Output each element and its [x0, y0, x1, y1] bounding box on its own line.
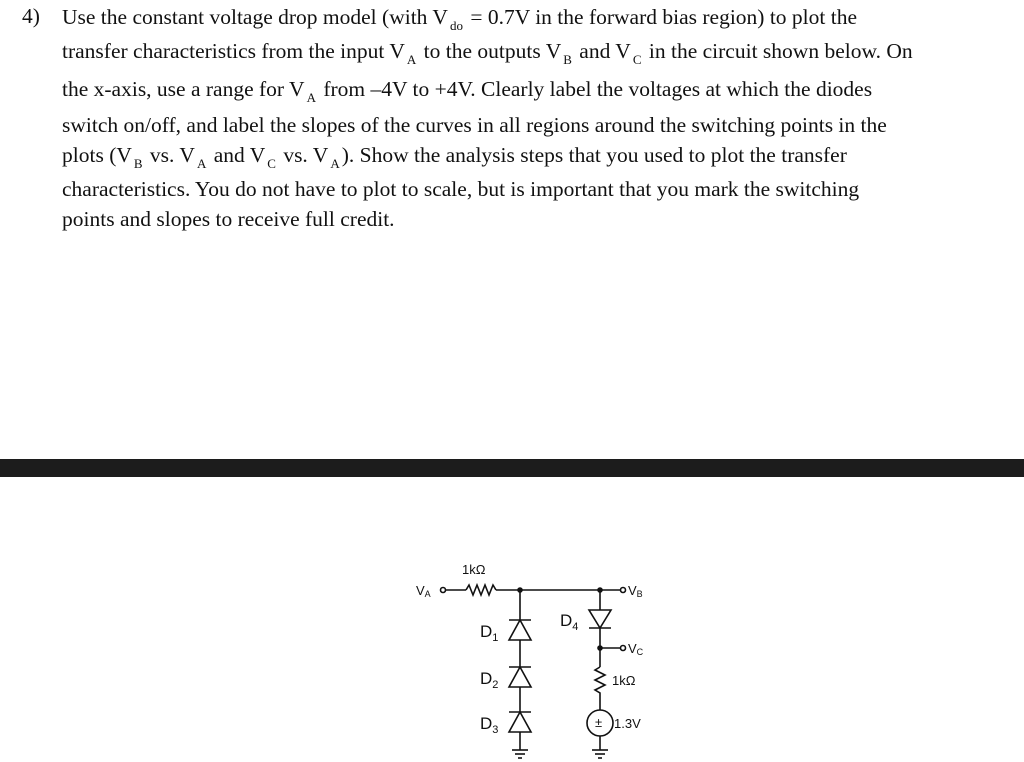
- subscript: C: [267, 156, 276, 171]
- question-number: 4): [22, 4, 40, 28]
- source-label: 1.3V: [614, 716, 641, 731]
- text-segment: in the circuit shown below. On: [643, 39, 913, 63]
- diode-d1: [509, 620, 531, 640]
- diode-d3: [509, 712, 531, 732]
- text-segment: the x-axis, use a range for V: [62, 77, 305, 101]
- d2-label: $D_2$: [480, 669, 499, 691]
- diode-d4: [589, 610, 611, 628]
- vc-terminal: [621, 646, 626, 651]
- text-segment: and V: [208, 143, 266, 167]
- vc-label: VC: [628, 641, 644, 657]
- text-segment: transfer characteristics from the input V: [62, 39, 405, 63]
- subscript: A: [306, 90, 316, 105]
- resistor-r1: [466, 585, 496, 595]
- d4-label: $D_4$: [560, 611, 579, 633]
- text-segment: vs. V: [277, 143, 329, 167]
- va-terminal: [441, 588, 446, 593]
- text-segment: = 0.7V in the forward bias region) to plot the: [464, 5, 858, 29]
- text-segment: characteristics. You do not have to plot to scale, but is important that you mark the switching: [62, 177, 860, 201]
- subscript: C: [632, 52, 642, 67]
- r1-label: 1kΩ: [462, 562, 486, 577]
- vb-terminal: [621, 588, 626, 593]
- text-segment: to the outputs V: [418, 39, 562, 63]
- d1-label: $D_1$: [480, 622, 499, 644]
- d3-label: $D_3$: [480, 714, 499, 736]
- va-label: VA: [416, 583, 431, 599]
- text-segment: from –4V to +4V. Clearly label the voltages at which the diodes: [317, 77, 873, 101]
- subscript: A: [406, 52, 417, 67]
- subscript: do: [449, 18, 463, 33]
- ground-icon: [592, 750, 608, 758]
- text-segment: switch on/off, and label the slopes of the curves in all regions around the switching points in the: [62, 113, 887, 137]
- text-segment: vs. V: [144, 143, 195, 167]
- source-polarity: ±: [595, 715, 603, 730]
- subscript: B: [133, 156, 143, 171]
- text-segment: and V: [573, 39, 631, 63]
- text-segment: ). Show the analysis steps that you used to plot the transfer: [341, 143, 847, 167]
- vb-label: VB: [628, 583, 643, 599]
- subscript: B: [563, 52, 572, 67]
- resistor-r2: [595, 667, 605, 710]
- r2-label: 1kΩ: [612, 673, 636, 688]
- ground-icon: [512, 750, 528, 758]
- subscript: A: [196, 156, 207, 171]
- text-segment: plots (V: [62, 143, 132, 167]
- text-segment: Use the constant voltage drop model (with V: [62, 5, 448, 29]
- text-segment: points and slopes to receive full credit.: [62, 207, 395, 231]
- subscript: A: [330, 156, 340, 171]
- diode-d2: [509, 667, 531, 687]
